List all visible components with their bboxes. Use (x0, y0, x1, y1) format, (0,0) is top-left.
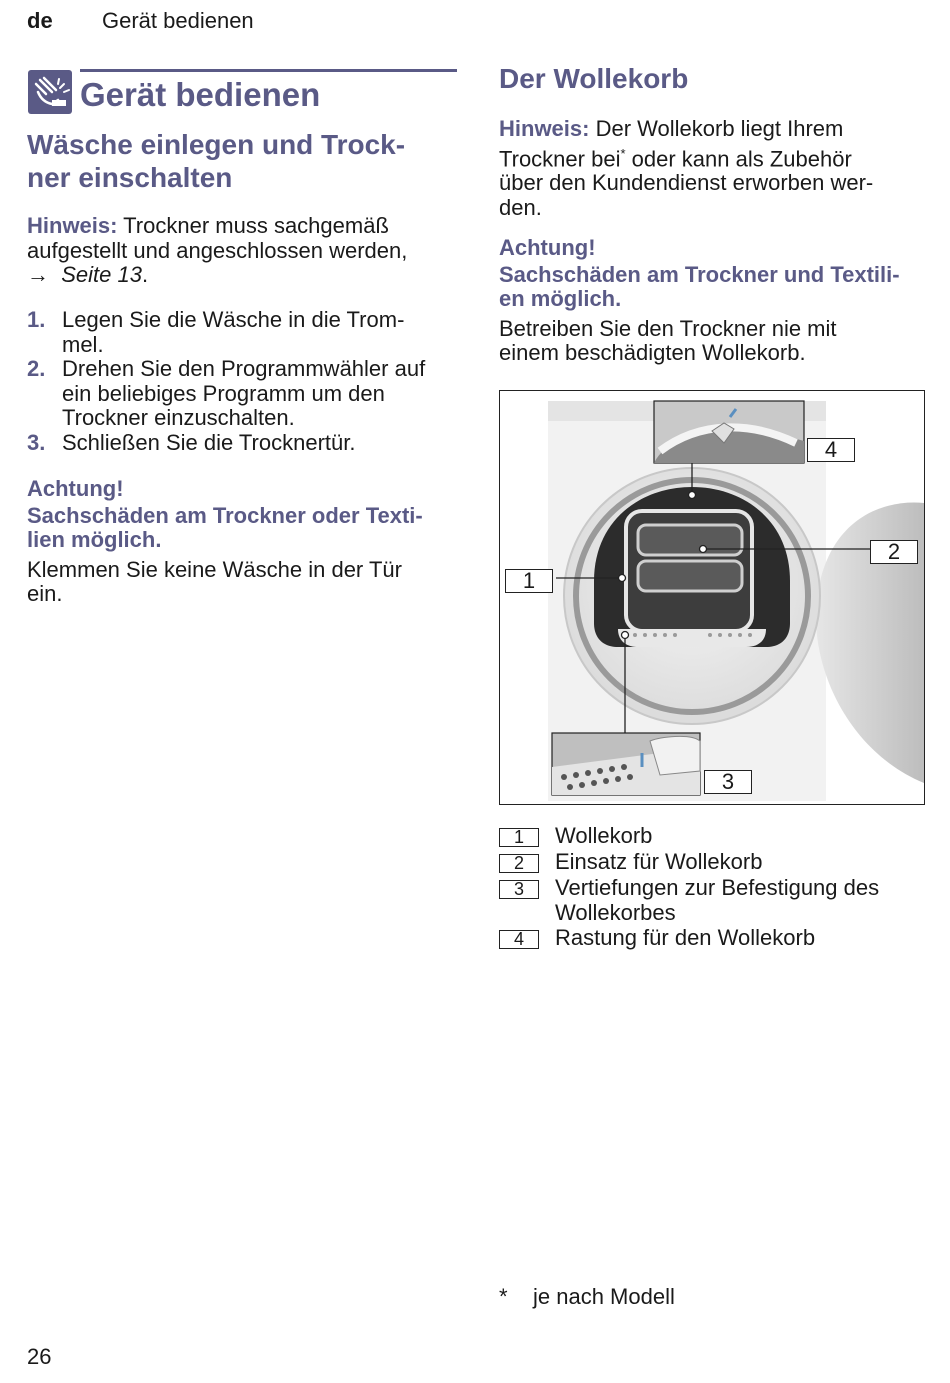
section-title-wool-basket: Der Wollekorb (499, 63, 689, 94)
note-end: . (141, 262, 149, 287)
caution-title: Sachschäden am Trockner und Textili- (499, 261, 900, 287)
caution-right (499, 236, 929, 366)
note-text: den. (499, 194, 542, 220)
legend-text-line: Wollekorbes (555, 899, 676, 925)
chapter-title: Gerät bedienen (80, 76, 321, 113)
step-text: ein beliebiges Programm um den (62, 380, 385, 406)
page-reference-link[interactable]: Seite 13 (61, 262, 142, 287)
caution-text: Betreiben Sie den Trockner nie mit (499, 315, 837, 341)
hand-operating-dial-icon (28, 70, 72, 114)
legend-number: 1 (499, 828, 539, 847)
step-number: 3. (27, 429, 46, 455)
step-text: Legen Sie die Wäsche in die Trom- (62, 307, 405, 332)
header-language: de (27, 8, 53, 33)
caution-text: einem beschädigten Wollekorb. (499, 340, 806, 365)
note-installation (27, 214, 457, 288)
section-title-line: Wäsche einlegen und Trock- (27, 129, 406, 160)
note-label: Hinweis: (499, 116, 590, 141)
figure-callout-4: 4 (807, 438, 855, 462)
note-text: aufgestellt und angeschlossen werden, (27, 237, 408, 263)
page-number: 26 (27, 1344, 52, 1369)
caution-label: Achtung! (27, 476, 124, 501)
step-number: 1. (27, 307, 46, 332)
step-text: Schließen Sie die Trocknertür. (62, 429, 356, 455)
figure-callout-1: 1 (505, 569, 553, 593)
legend-text: Wollekorb (555, 823, 653, 848)
caution-title: Sachschäden am Trockner oder Texti- (27, 502, 423, 528)
note-text: Trockner muss sachgemäß (117, 213, 389, 238)
step-text: Trockner einzuschalten. (62, 405, 295, 430)
dryer-drum-illustration (500, 391, 924, 804)
list-item (27, 357, 457, 431)
legend-text: Rastung für den Wollekorb (555, 925, 816, 950)
figure-callout-3: 3 (704, 770, 752, 794)
section-title-line: ner einschalten (27, 162, 233, 193)
chapter-rule (80, 69, 457, 72)
footnote (499, 1284, 675, 1310)
list-item (27, 431, 457, 456)
legend-text (555, 876, 925, 925)
legend-number: 4 (499, 930, 539, 949)
caution-text: ein. (27, 581, 63, 606)
footnote-text: je nach Modell (533, 1284, 675, 1309)
section-title-laundry (27, 128, 405, 194)
legend-text-line: Vertiefungen zur Befestigung des (555, 875, 880, 900)
note-text: über den Kundendienst erworben wer- (499, 170, 874, 196)
header-title: Gerät bedienen (102, 8, 254, 33)
note-wool-basket (499, 117, 929, 220)
wool-basket-figure (499, 390, 925, 805)
steps-list (27, 308, 457, 455)
note-label: Hinweis: (27, 213, 118, 238)
note-text: oder kann als Zubehör (625, 145, 852, 171)
figure-callout-2: 2 (870, 540, 918, 564)
step-text: Drehen Sie den Programmwähler auf (62, 356, 426, 381)
note-text: Der Wollekorb liegt Ihrem (589, 116, 844, 141)
footnote-marker: * (620, 145, 626, 161)
step-number: 2. (27, 356, 46, 381)
caution-text: Klemmen Sie keine Wäsche in der Tür (27, 556, 402, 582)
note-text: Trockner bei (499, 145, 621, 171)
caution-title: en möglich. (499, 286, 622, 311)
legend-text: Einsatz für Wollekorb (555, 849, 763, 874)
caution-title: lien möglich. (27, 527, 162, 552)
legend-number: 3 (499, 880, 539, 899)
caution-left (27, 477, 457, 607)
list-item (27, 308, 457, 357)
step-text: mel. (62, 331, 104, 357)
footnote-star: * (499, 1284, 508, 1309)
caution-label: Achtung! (499, 235, 596, 260)
arrow-right-icon: → (27, 262, 49, 287)
legend-number: 2 (499, 854, 539, 873)
